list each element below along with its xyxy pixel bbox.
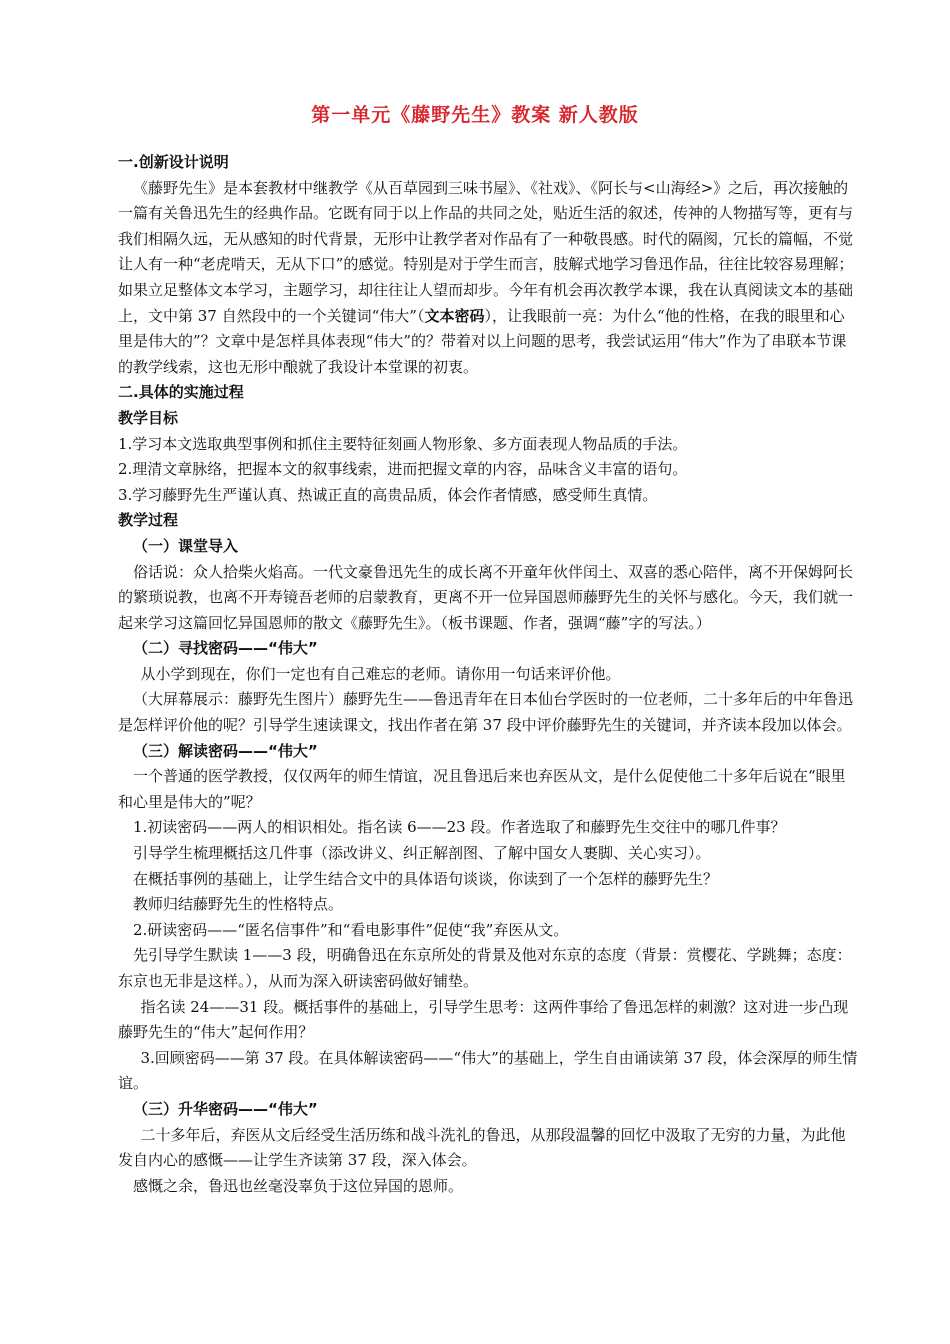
goal-item: 3.学习藤野先生严谨认真、热诚正直的高贵品质，体会作者情感，感受师生真情。 <box>118 485 658 504</box>
part-3-heading: （三）解读密码——“伟大” <box>133 741 318 760</box>
section-2-heading: 二.具体的实施过程 <box>118 383 244 402</box>
part-3-paragraph: 一个普通的医学教授，仅仅两年的师生情谊，况且鲁迅后来也弃医从文，是什么促使他二十多年后说在“眼里和心里是伟大的”呢？ <box>118 767 846 811</box>
part-3-line: 先引导学生默读 1——3 段，明确鲁迅在东京所处的背景及他对东京的态度（背景：赏樱花、学跳舞；态度：东京也无非是这样。），从而为深入研读密码做好铺垫。 <box>118 946 852 990</box>
document-title: 第一单元《藤野先生》教案 新人教版 <box>311 104 639 126</box>
part-3-line: 引导学生梳理概括这几件事（添改讲义、纠正解剖图、了解中国女人裹脚、关心实习）。 <box>133 844 711 863</box>
goal-item: 1.学习本文选取典型事例和抓住主要特征刻画人物形象、多方面表现人物品质的手法。 <box>118 434 688 453</box>
part-3-line: 1.初读密码——两人的相识相处。指名读 6——23 段。作者选取了和藤野先生交往中的哪几件事？ <box>133 818 786 837</box>
goals-heading: 教学目标 <box>118 408 179 427</box>
section-1-heading: 一.创新设计说明 <box>118 153 229 171</box>
document-body <box>118 150 858 1199</box>
part-4-paragraph: 二十多年后，弃医从文后经受生活历练和战斗洗礼的鲁迅，从那段温馨的回忆中汲取了无穷的力量，为此他发自内心的感慨——让学生齐读第 37 段，深入体会。 <box>118 1125 846 1170</box>
part-3-line: 教师归结藤野先生的性格特点。 <box>133 895 344 914</box>
part-4-paragraph: 感慨之余，鲁迅也丝毫没辜负于这位异国的恩师。 <box>133 1176 464 1195</box>
part-3-line: 3.回顾密码——第 37 段。在具体解读密码——“伟大”的基础上，学生自由诵读第 37 段，体会深厚的师生情谊。 <box>118 1048 858 1093</box>
part-2-paragraph: （大屏幕展示：藤野先生图片）藤野先生——鲁迅青年在日本仙台学医时的一位老师，二十多年后的中年鲁迅是怎样评价他的呢？引导学生速读课文，找出作者在第 37 段中评价藤野先生的关键词，并齐读本段加以体会。 <box>118 690 854 735</box>
part-2-paragraph: 从小学到现在，你们一定也有自己难忘的老师。请你用一句话来评价他。 <box>140 664 621 683</box>
paragraph-text: ），让我眼前一亮：为什么“他的性格，在我的眼里和心里是伟大的”？文章中是怎样具体表现“伟大”的？带着对以上问题的思考，我尝试运用“伟大”作为了串联本节课的教学线索，这也无形中酿就了我设计本堂课的初衷。 <box>118 306 847 376</box>
part-3-line: 在概括事例的基础上，让学生结合文中的具体语句谈谈，你读到了一个怎样的藤野先生？ <box>133 869 719 888</box>
part-3-line: 2.研读密码——“匿名信事件”和“看电影事件”促使“我”弃医从文。 <box>133 920 569 939</box>
process-heading: 教学过程 <box>118 511 179 530</box>
goal-item: 2.理清文章脉络，把握本文的叙事线索，进而把握文章的内容，品味含义丰富的语句。 <box>118 460 688 479</box>
part-3-line: 指名读 24——31 段。概括事件的基础上，引导学生思考：这两件事给了鲁迅怎样的刺激？这对进一步凸现藤野先生的“伟大”起何作用？ <box>118 997 849 1042</box>
part-1-heading: （一）课堂导入 <box>133 536 239 555</box>
bold-term: 文本密码 <box>424 306 485 325</box>
part-4-heading: （三）升华密码——“伟大” <box>133 1099 318 1118</box>
section-1-paragraph <box>118 176 858 381</box>
paragraph-text: 《藤野先生》是本套教材中继教学《从百草园到三味书屋》、《社戏》、《阿长与<山海经>》之后，再次接触的一篇有关鲁迅先生的经典作品。它既有同于以上作品的共同之处，贴近生活的叙述，传神的人物描写等，更有与我们相隔久远，无从感知的时代背景，无形中让教学者对作品有了一种敬畏感。时代的隔阂，冗长的篇幅，不觉让人有一种“老虎啃天，无从下口”的感觉。特别是对于学生而言，肢解式地学习鲁迅作品，往往比较容易理解；如果立足整体文本学习，主题学习，却往往让人望而却步。今年有机会再次教学本课，我在认真阅读文本的基础上，文中第 37 自然段中的一个关键词“伟大”（ <box>118 178 854 325</box>
part-2-heading: （二）寻找密码——“伟大” <box>133 639 318 658</box>
part-1-paragraph: 俗话说：众人拾柴火焰高。一代文豪鲁迅先生的成长离不开童年伙伴闰土、双喜的悉心陪伴，离不开保姆阿长的繁琐说教，也离不开寿镜吾老师的启蒙教育，更离不开一位异国恩师藤野先生的关怀与感化。今天，我们就一起来学习这篇回忆异国恩师的散文《藤野先生》。（板书课题、作者，强调“藤”字的写法。） <box>118 562 854 632</box>
